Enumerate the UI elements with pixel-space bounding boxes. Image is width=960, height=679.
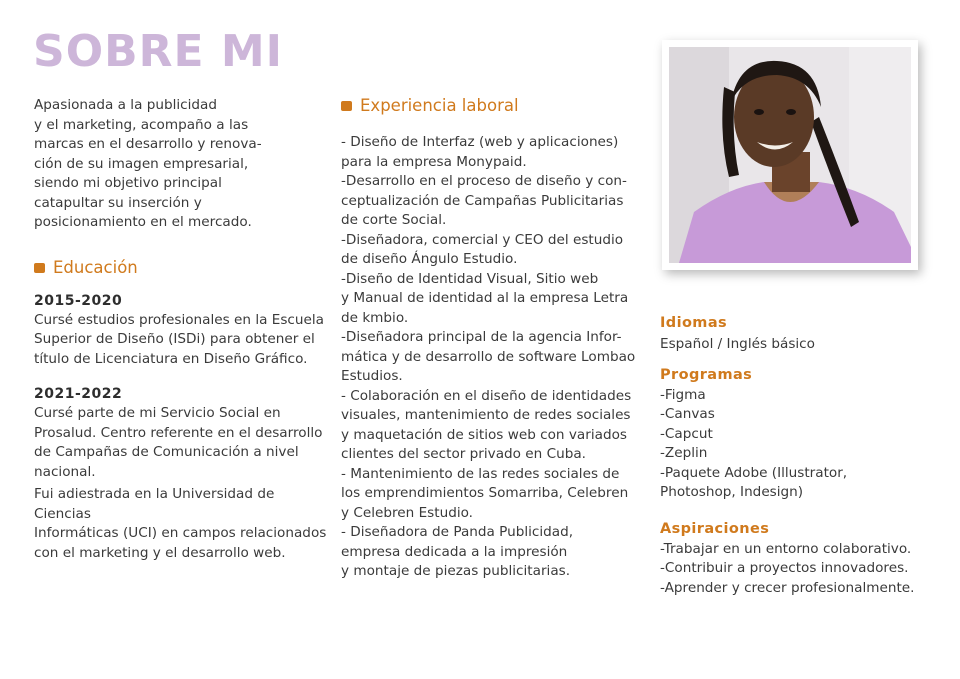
page-title: SOBRE MI: [33, 26, 284, 77]
education-description: Cursé parte de mi Servicio Social en Prosalud. Centro referente en el desarrollo de Campañas de Comunicación a nivel nacional.: [34, 405, 323, 480]
aspirations-list: -Trabajar en un entorno colaborativo. -Contribuir a proyectos innovadores. -Aprender y crecer profesionalmente.: [660, 540, 915, 596]
languages-heading: Idiomas: [660, 315, 728, 331]
education-heading-label: Educación: [53, 257, 138, 277]
profile-photo: [669, 47, 911, 263]
portrait-illustration: [669, 47, 911, 263]
right-column: [660, 313, 930, 598]
experience-heading-label: Experiencia laboral: [360, 96, 519, 115]
education-years: 2021-2022: [34, 386, 123, 402]
left-column: [34, 96, 334, 563]
education-heading: [34, 258, 334, 278]
languages-text: Español / Inglés básico: [660, 336, 815, 352]
experience-heading: [341, 96, 641, 116]
bullet-square-icon: [341, 101, 352, 111]
programs-heading: Programas: [660, 366, 753, 383]
profile-photo-frame: [662, 40, 918, 270]
education-entry: [34, 291, 334, 370]
programs-list: -Figma -Canvas -Capcut -Zeplin -Paquete Adobe (Illustrator, Photoshop, Indesign): [660, 386, 848, 500]
aspirations-heading: Aspiraciones: [660, 520, 770, 537]
education-entry: [34, 384, 334, 482]
bullet-square-icon: [34, 263, 45, 273]
education-years: 2015-2020: [34, 292, 123, 309]
intro-paragraph: Apasionada a la publicidad y el marketing, acompaño a las marcas en el desarrollo y renova- ción de su imagen empresarial, siendo mi objetivo principal catapultar su inserción y posicionamiento en el mercado.: [34, 97, 262, 230]
middle-column: [341, 96, 641, 582]
education-description: Cursé estudios profesionales en la Escuela Superior de Diseño (ISDi) para obtener el título de Licenciatura en Diseño Gráfico.: [34, 311, 324, 367]
experience-list: - Diseño de Interfaz (web y aplicaciones) para la empresa Monypaid. -Desarrollo en el proceso de diseño y con- ceptualización de Campañas Publicitarias de corte Social. -Diseñadora, comercial y CEO del estudio de diseño Ángulo Estudio. -Diseño de Identidad Visual, Sitio web y Manual de identidad al la empresa Letra de kmbio. -Diseñadora principal de la agencia Infor- mática y de desarrollo de software Lombao Estudios. - Colaboración en el diseño de identidades visuales, mantenimiento de redes sociales y maquetación de sitios web con variados clientes del sector privado en Cuba. - Mantenimiento de las redes sociales de los emprendimientos Somarriba, Celebren y Celebren Estudio. - Diseñadora de Panda Publicidad, empresa dedicada a la impresión y montaje de piezas publicitarias.: [341, 134, 636, 579]
education-extra: Fui adiestrada en la Universidad de Ciencias Informáticas (UCI) en campos relacionados con el marketing y el desarrollo web.: [34, 486, 327, 561]
